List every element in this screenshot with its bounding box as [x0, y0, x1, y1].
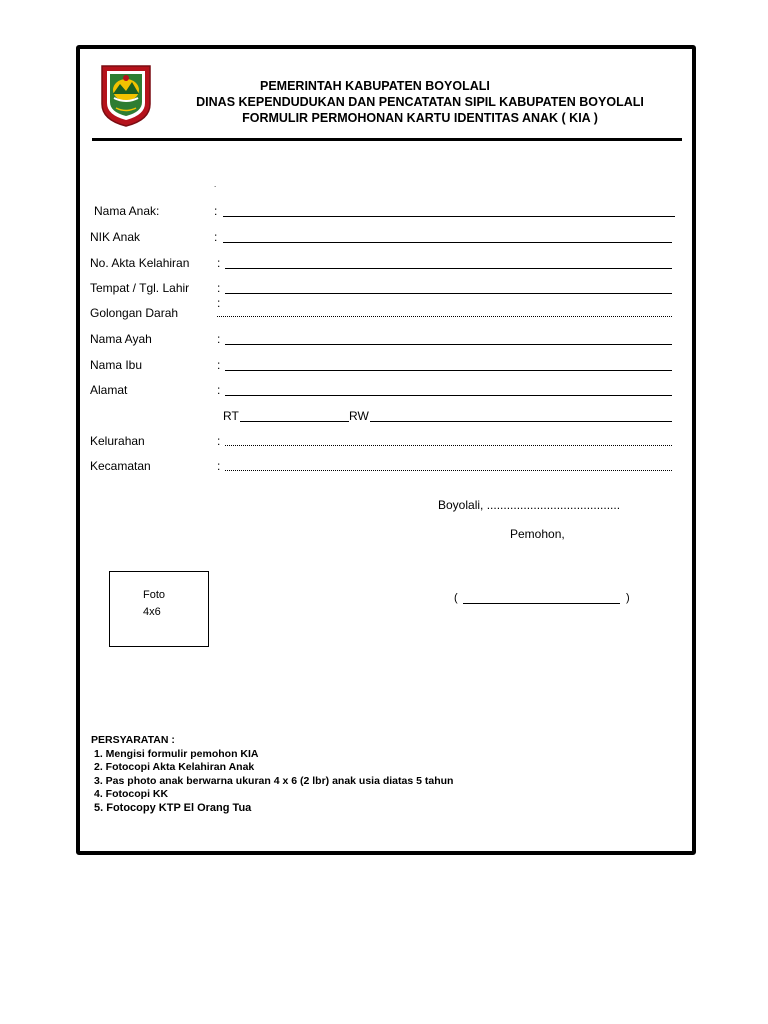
photo-size: 4x6 — [143, 606, 161, 618]
field-label: Nama Anak: — [94, 204, 160, 218]
field-colon: : — [214, 204, 218, 218]
header-line-3: FORMULIR PERMOHONAN KARTU IDENTITAS ANAK ( KIA ) — [242, 111, 598, 125]
field-label: No. Akta Kelahiran — [90, 256, 190, 270]
nama-ayah-input-line[interactable] — [225, 344, 672, 345]
requirement-item: 2. Fotocopi Akta Kelahiran Anak — [94, 761, 255, 773]
akta-input-line[interactable] — [225, 268, 672, 269]
nama-ibu-input-line[interactable] — [225, 370, 672, 371]
form-header — [160, 78, 680, 126]
header-line-2: DINAS KEPENDUDUKAN DAN PENCATATAN SIPIL KABUPATEN BOYOLALI — [196, 95, 644, 109]
rw-input-line[interactable] — [370, 421, 672, 422]
nama-anak-input-line[interactable] — [223, 216, 675, 217]
photo-label: Foto — [143, 589, 166, 601]
field-colon: : — [217, 332, 221, 346]
field-colon: : — [217, 256, 221, 270]
boyolali-emblem-icon — [100, 64, 152, 128]
name-paren-open: ( — [454, 592, 458, 604]
header-line-1: PEMERINTAH KABUPATEN BOYOLALI — [260, 79, 490, 93]
header-rule — [92, 138, 682, 141]
field-label: Golongan Darah — [90, 306, 179, 320]
field-colon: : — [217, 296, 221, 310]
field-label: Tempat / Tgl. Lahir — [90, 281, 190, 295]
requirement-item: 3. Pas photo anak berwarna ukuran 4 x 6 (2 lbr) anak usia diatas 5 tahun — [94, 774, 454, 787]
field-label: Kecamatan — [90, 459, 151, 473]
requirements — [91, 734, 453, 815]
rt-input-line[interactable] — [240, 421, 349, 422]
ttl-input-line[interactable] — [225, 293, 672, 294]
field-label: Nama Ibu — [90, 358, 143, 372]
applicant-label: Pemohon, — [510, 527, 565, 541]
alamat-input-line[interactable] — [225, 395, 672, 396]
field-label: Alamat — [90, 383, 128, 397]
field-label: NIK Anak — [90, 230, 141, 244]
kecamatan-input-line[interactable] — [225, 470, 672, 471]
field-colon: : — [217, 281, 221, 295]
applicant-name-line[interactable] — [463, 603, 620, 604]
field-colon: : — [214, 230, 218, 244]
photo-box — [109, 571, 209, 647]
name-paren-close: ) — [626, 592, 630, 604]
field-colon: : — [217, 358, 221, 372]
kelurahan-input-line[interactable] — [225, 445, 672, 446]
requirement-item: 5. Fotocopy KTP El Orang Tua — [94, 801, 252, 814]
field-label: Nama Ayah — [90, 332, 152, 346]
requirement-item: 4. Fotocopi KK — [94, 788, 169, 800]
field-colon: : — [217, 459, 221, 473]
field-label: Kelurahan — [90, 434, 145, 448]
rt-label: RT — [223, 409, 239, 423]
nik-anak-input-line[interactable] — [223, 242, 672, 243]
requirement-item: 1. Mengisi formulir pemohon KIA — [94, 747, 259, 760]
field-colon: : — [217, 434, 221, 448]
golongan-darah-input-line[interactable] — [217, 316, 672, 317]
rw-label: RW — [349, 409, 369, 423]
requirements-title: PERSYARATAN : — [91, 734, 175, 746]
stray-mark: . — [214, 180, 217, 189]
place-date: Boyolali, ........................................ — [438, 498, 621, 512]
field-colon: : — [217, 383, 221, 397]
